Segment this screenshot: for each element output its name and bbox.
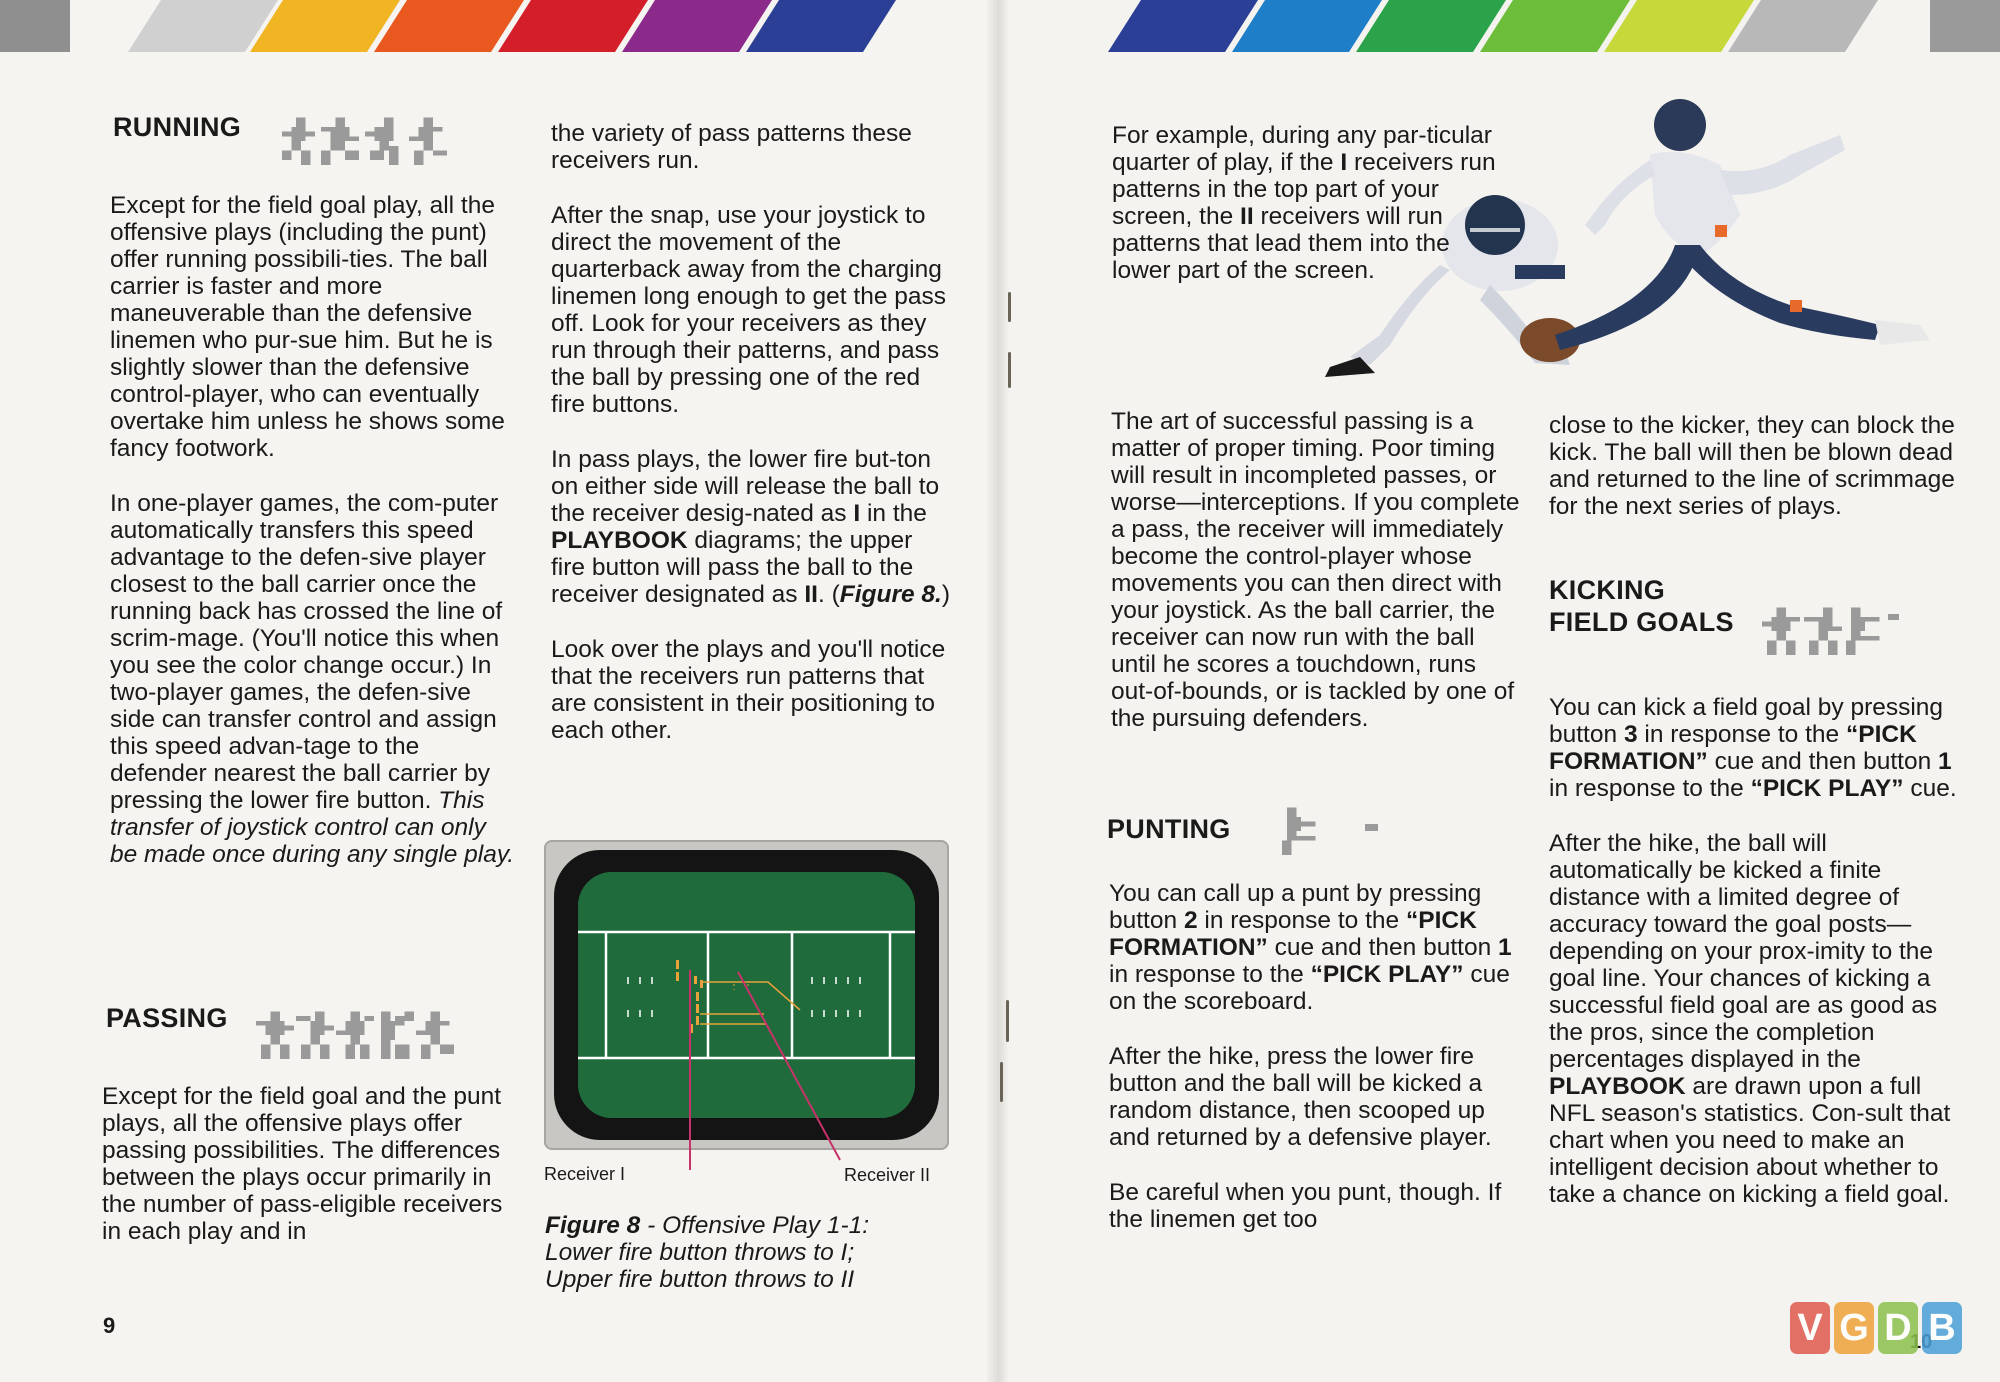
punting-p1-a: You can call up a punt by pressing button <box>1109 880 1482 934</box>
running-paragraph-1: Except for the field goal play, all the offensive plays (including the punt) offer running possibili-ties. The ball carrier is faster and more maneuverable than the defensive linemen who pur-sue him. But he is slightly slower than the defensive control-player, who can eventually overtake him unless he shows some fancy footwork. <box>110 192 505 462</box>
passing-player-sprite-icon <box>416 1010 454 1060</box>
receiver-pointer-lines <box>540 960 960 1170</box>
kicking-player-sprite-icon <box>1846 606 1884 656</box>
passing-sprites <box>256 1010 454 1060</box>
passing-column <box>102 1083 512 1245</box>
kicking-p1-c: in response to the <box>1644 721 1840 748</box>
kicking-p1-a: You can kick a field goal by pressing button <box>1549 694 1944 748</box>
intro-text-c: receivers run patterns in the top part of your screen, the <box>1112 149 1496 230</box>
passing-player-sprite-icon <box>376 1010 414 1060</box>
kicker-player-icon <box>1555 99 1930 350</box>
running-sprites <box>277 116 447 166</box>
punting-p1-i: cue on the scoreboard. <box>1109 961 1510 1015</box>
running-player-sprite-icon <box>409 116 447 166</box>
kicking-paragraph-1 <box>1549 694 1959 802</box>
intro-text-a: For example, during any par-ticular quarter of play, if the <box>1112 122 1492 176</box>
book-gutter <box>985 0 1009 1382</box>
passing-heading: PASSING <box>106 1003 228 1033</box>
intro-text-e: receivers will run patterns that lead them into the lower part of the screen. <box>1112 203 1450 284</box>
passing-art-paragraph: The art of successful passing is a matter of proper timing. Poor timing will result in incompleted passes, or worse—interceptions. If you complete a pass, the receiver will immediately become the control-player whose movements you can then direct with your joystick. As the ball carrier, the receiver can now run with the ball until he scores a touchdown, runs out-of-bounds, or is tackled by one of the pursuing defenders. <box>1111 408 1520 732</box>
running-heading: RUNNING <box>113 112 242 142</box>
passing-player-sprite-icon <box>256 1010 294 1060</box>
running-player-sprite-icon <box>277 116 315 166</box>
receiver-2-label: Receiver II <box>844 1165 931 1185</box>
punting-p1-e: cue and then button <box>1274 934 1492 961</box>
punting-paragraph-3: Be careful when you punt, though. If the linemen get too <box>1109 1179 1502 1233</box>
receiver-designation-i: I <box>853 500 861 527</box>
col2-p3-text-c: in the <box>866 500 927 527</box>
kicked-ball-icon <box>1888 614 1899 620</box>
figure-caption-line-3: Upper fire button throws to II <box>545 1266 855 1293</box>
passing-player-sprite-icon <box>296 1010 334 1060</box>
col2-paragraph-3 <box>551 446 951 608</box>
right-column-1 <box>1111 408 1521 732</box>
col2-p3-text-e: diagrams; the upper fire button will pass the ball to the receiver designated as <box>551 527 914 608</box>
right-intro <box>1112 122 1512 284</box>
figure-ref: Figure 8. <box>839 581 942 608</box>
kicking-button-3: 3 <box>1623 721 1638 748</box>
right-intro-paragraph <box>1112 122 1512 284</box>
staple-stitch <box>1006 1000 1009 1042</box>
passing-paragraph: Except for the field goal and the punt plays, all the offensive plays offer passing possibilities. The differences between the plays occur primarily in the number of pass-eligible receivers in each play and in <box>102 1083 503 1245</box>
punting-pick-formation: “PICK FORMATION” <box>1109 907 1477 961</box>
punting-heading: PUNTING <box>1107 814 1231 844</box>
punting-paragraph-2: After the hike, press the lower fire button and the ball will be kicked a random distance, then scooped up and returned by a defensive player. <box>1109 1043 1492 1151</box>
punting-p1-c: in response to the <box>1204 907 1400 934</box>
kicking-paragraph-2 <box>1549 830 1959 1208</box>
col2-p3-text-a: In pass plays, the lower fire but-ton on either side will release the ball to the receiver desig-nated as <box>551 446 940 527</box>
watermark-tile: D <box>1878 1302 1918 1354</box>
col2-paragraph-4: Look over the plays and you'll notice that the receivers run patterns that are consistent in their positioning to each other. <box>551 636 946 744</box>
vgdb-watermark-logo <box>1790 1302 1962 1354</box>
receiver-designation-ii: II <box>804 581 818 608</box>
stripe-segment <box>1930 0 2000 52</box>
punting-button-1: 1 <box>1498 934 1512 961</box>
figure-number: Figure 8 <box>545 1212 641 1239</box>
running-player-sprite-icon <box>365 116 403 166</box>
running-p2-italic: This transfer of joystick control can only be made once during any single play. <box>110 787 515 868</box>
right-column-2 <box>1549 412 1959 520</box>
kicking-button-1: 1 <box>1938 748 1952 775</box>
kicking-pick-play: “PICK PLAY” <box>1750 775 1904 802</box>
punting-player-sprite-icon <box>1282 806 1320 856</box>
watermark-tile: V <box>1790 1302 1830 1354</box>
figure-8-caption <box>545 1212 869 1293</box>
kicking-p1-g: in response to the <box>1549 775 1744 802</box>
punting-pick-play: “PICK PLAY” <box>1310 961 1464 988</box>
running-p2-text: In one-player games, the com-puter automatically transfers this speed advantage to the defen-sive player closest to the ball carrier once the running back has crossed the line of scrim-mage. (You'll notice this when you see the color change occur.) In two-player games, the defen-sive side can transfer control and assign this speed advan-tage to the defender nearest the ball carrier by pressing the lower fire button. <box>110 490 503 814</box>
watermark-tile: G <box>1834 1302 1874 1354</box>
receiver-1-label: Receiver I <box>544 1164 626 1184</box>
staple-stitch <box>1008 352 1011 388</box>
figure-caption-line-1 <box>545 1212 869 1239</box>
col2-paragraph-2: After the snap, use your joystick to direct the movement of the quarterback away from the charging linemen long enough to get the pass off. Look for your receivers as they run through their patterns, and pass the ball by pressing one of the red fire buttons. <box>551 202 947 418</box>
block-kick-paragraph: close to the kicker, they can block the kick. The ball will then be blown dead and returned to the line of scrimmage for the next series of plays. <box>1549 412 1955 520</box>
watermark-tile: B <box>1922 1302 1962 1354</box>
punting-p1-g: in response to the <box>1109 961 1304 988</box>
intro-receiver-i: I <box>1340 149 1348 176</box>
col2-p3-text-g: . ( <box>817 581 840 608</box>
running-paragraph-2 <box>110 490 515 868</box>
kicking-p1-e: cue and then button <box>1714 748 1932 775</box>
kicking-heading-line-1: KICKING <box>1549 575 1666 605</box>
staple-stitch <box>1008 292 1011 322</box>
kicking-p2-a: After the hike, the ball will automatically be kicked a finite distance with a limited degree of accuracy toward the goal posts—depending on your prox-imity to the goal line. Your chances of kicking a successful field goal are as good as the pros, since the completion percentages displayed in the <box>1549 830 1938 1073</box>
staple-stitch <box>1000 1062 1003 1102</box>
playbook-ref: PLAYBOOK <box>551 527 688 554</box>
kicking-playbook-ref: PLAYBOOK <box>1549 1073 1686 1100</box>
left-page-number: 9 <box>103 1313 116 1338</box>
kicking-sprites <box>1762 606 1899 656</box>
kicking-pick-formation: “PICK FORMATION” <box>1549 721 1917 775</box>
figure-caption-line-2: Lower fire button throws to I; <box>545 1239 855 1266</box>
kicking-player-sprite-icon <box>1762 606 1800 656</box>
stripe-segment <box>0 0 70 52</box>
kicking-player-sprite-icon <box>1804 606 1842 656</box>
punting-paragraph-1 <box>1109 880 1519 1015</box>
col2-paragraph-1: the variety of pass patterns these receivers run. <box>551 120 912 174</box>
kicking-p1-i: cue. <box>1910 775 1957 802</box>
figure-title: - Offensive Play 1-1: <box>640 1212 870 1239</box>
passing-player-sprite-icon <box>336 1010 374 1060</box>
left-column-2 <box>551 120 951 744</box>
left-column-1 <box>110 192 515 868</box>
running-player-sprite-icon <box>321 116 359 166</box>
punting-button-2: 2 <box>1183 907 1198 934</box>
kicking-column <box>1549 694 1959 1208</box>
kicking-p2-c: are drawn upon a full NFL season's statistics. Con-sult that chart when you need to make an intelligent decision about whether to take a chance on kicking a field goal. <box>1549 1073 1951 1208</box>
col2-p3-text-i: ) <box>941 581 951 608</box>
kicking-heading-line-2: FIELD GOALS <box>1549 607 1734 637</box>
punting-column <box>1109 880 1519 1233</box>
punted-ball-icon <box>1365 824 1378 831</box>
intro-receiver-ii: II <box>1240 203 1254 230</box>
kicking-heading <box>1549 574 1734 638</box>
